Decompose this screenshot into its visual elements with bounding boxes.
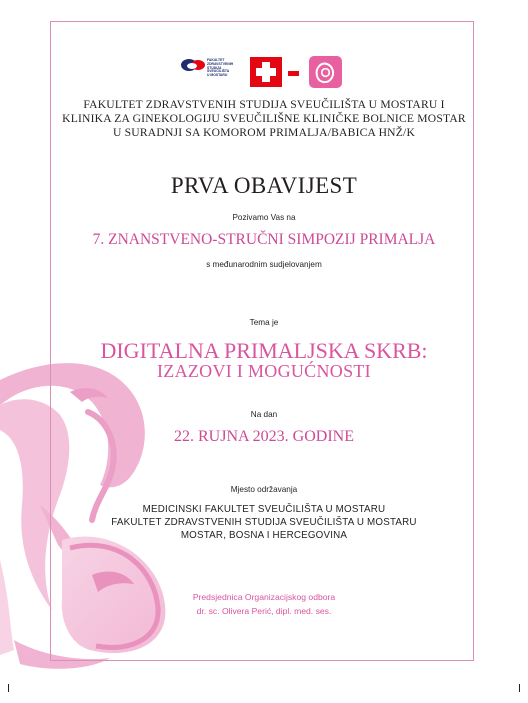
header-line-2: KLINIKA ZA GINEKOLOGIJU SVEUČILIŠNE KLINIČKE BOLNICE MOSTAR [62,112,466,125]
venue-line-1: MEDICINSKI FAKULTET SVEUČILIŠTA U MOSTARU [142,504,386,515]
logo-row [0,54,528,90]
crop-mark-right [519,684,520,692]
invite-text: Pozivamo Vas na [232,213,296,222]
university-logo [180,56,242,88]
sum-emblem-icon [180,56,206,76]
header-line-1: FAKULTET ZDRAVSTVENIH STUDIJA SVEUČILIŠTA U MOSTARU I [83,98,445,111]
date-label: Na dan [250,410,278,419]
university-logo-text: FAKULTET ZDRAVSTVENIH STUDIJA SVEUČILIŠTA U MOSTARU [207,58,234,78]
midwives-chamber-logo-icon [309,56,342,88]
header-line-3: U SURADNJI SA KOMOROM PRIMALJA/BABICA HNŽ/K [112,126,416,139]
hospital-cross-icon [250,57,282,87]
organizer-header [0,98,528,140]
symposium-title: 7. ZNANSTVENO-STRUČNI SIMPOZIJ PRIMALJA [92,231,436,248]
venue-label: Mjesto održavanja [230,485,298,494]
red-dash-icon [288,71,299,76]
international-text: s međunarodnim sudjelovanjem [206,260,322,269]
theme-line-2: IZAZOVI I MOGUĆNOSTI [157,361,371,381]
venue-line-2: FAKULTET ZDRAVSTVENIH STUDIJA SVEUČILIŠTA U MOSTARU [111,517,417,528]
signature-role: Predsjednica Organizacijskog odbora [192,592,336,602]
signature-block [0,590,528,618]
venue-line-3: MOSTAR, BOSNA I HERCEGOVINA [180,530,348,541]
crop-mark-left [8,684,9,692]
theme-label: Tema je [249,318,279,327]
signature-name: dr. sc. Olivera Perić, dipl. med. ses. [196,606,332,616]
venue-address [0,503,528,542]
event-date: 22. RUJNA 2023. GODINE [174,428,354,445]
page-title: PRVA OBAVIJEST [170,173,358,198]
theme-line-1: DIGITALNA PRIMALJSKA SKRB: [100,338,428,363]
